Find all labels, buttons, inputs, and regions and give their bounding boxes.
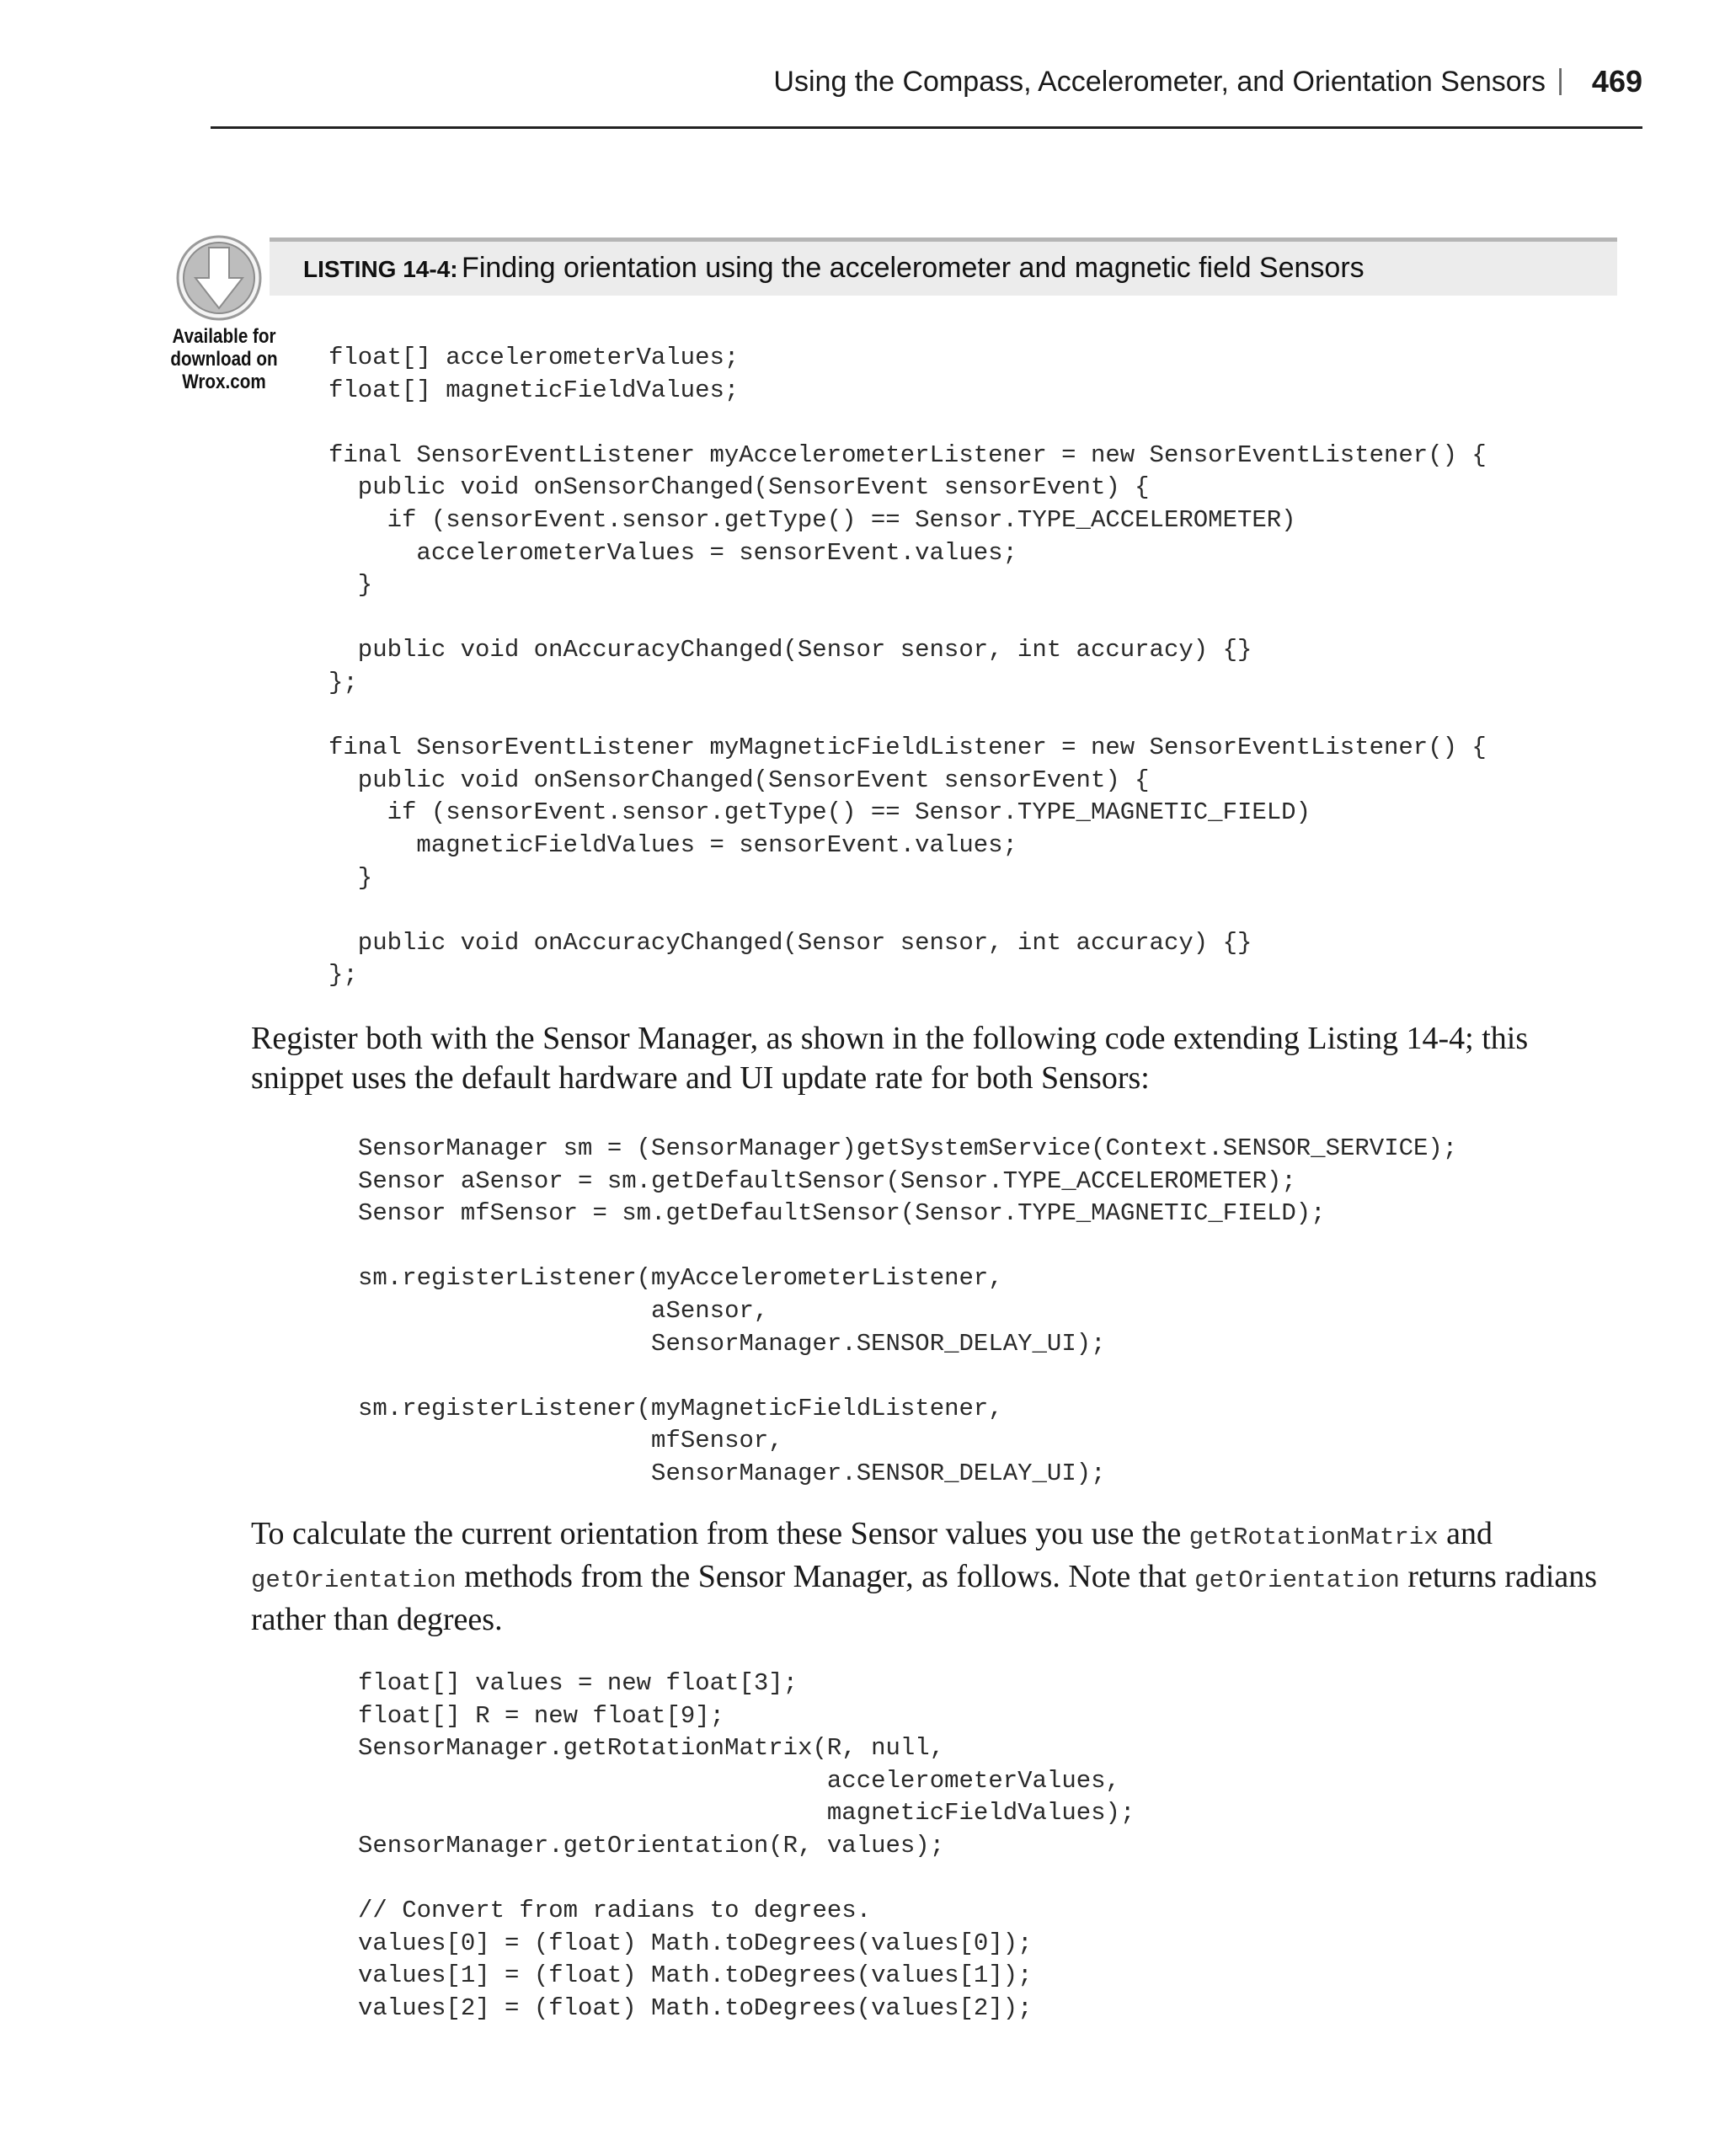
page-number: 469 bbox=[1591, 64, 1642, 99]
orientation-code-block: float[] values = new float[3]; float[] R = new float[9]; SensorManager.getRotationMatrix(R, null, accelerometerValues, magneticFieldValues); SensorManager.getOrientation(R, values); // Convert from radians to degrees. values[0] = (float) Math.toDegrees(values[0]); values[1] = (float) Math.toDegrees(values[1]); values[2] = (float) Math.toDegrees(values[2]); bbox=[358, 1669, 1135, 2022]
register-code-block: SensorManager sm = (SensorManager)getSystemService(Context.SENSOR_SERVICE); Sensor aSensor = sm.getDefaultSensor(Sensor.TYPE_ACCELEROMETER); Sensor mfSensor = sm.getDefaultSensor(Sensor.TYPE_MAGNETIC_FIELD); sm.registerListener(myAccelerometerListener, aSensor, SensorManager.SENSOR_DELAY_UI); sm.registerListener(myMagneticFieldListener, mfSensor, SensorManager.SENSOR_DELAY_UI); bbox=[358, 1134, 1458, 1487]
paragraph-text: and bbox=[1438, 1516, 1493, 1551]
paragraph-register: Register both with the Sensor Manager, as shown in the following code extending Listing 14-4; this snippet uses the default hardware and UI update rate for both Sensors: bbox=[251, 1021, 1529, 1096]
inline-code: getOrientation bbox=[1194, 1566, 1400, 1594]
listing-heading bbox=[303, 252, 1365, 285]
download-arrow-icon bbox=[175, 234, 263, 322]
running-header-title: Using the Compass, Accelerometer, and Orientation Sensors bbox=[773, 66, 1546, 98]
download-caption-text: Available for download on Wrox.com bbox=[170, 325, 278, 393]
running-header bbox=[211, 59, 1642, 129]
paragraph-text: To calculate the current orientation from these Sensor values you use the bbox=[251, 1516, 1189, 1551]
inline-code: getOrientation bbox=[251, 1566, 457, 1594]
listing-title: Finding orientation using the accelerometer and magnetic field Sensors bbox=[462, 252, 1365, 284]
listing-title-bar bbox=[270, 237, 1617, 296]
paragraph-text: methods from the Sensor Manager, as follows. Note that bbox=[456, 1559, 1195, 1594]
inline-code: getRotationMatrix bbox=[1188, 1524, 1439, 1551]
listing-label: LISTING 14-4: bbox=[303, 256, 458, 282]
paragraph-orientation bbox=[251, 1514, 1599, 1640]
download-caption bbox=[166, 325, 282, 393]
paragraph-text: returns radians rather than degrees. bbox=[251, 1559, 1598, 1637]
listing-code-block: float[] accelerometerValues; float[] magneticFieldValues; final SensorEventListener myAccelerometerListener = new SensorEventListener() { public void onSensorChanged(SensorEvent sensorEvent) { if (sensorEvent.sensor.getType() == Sensor.TYPE_ACCELEROMETER) accelerometerValues = sensorEvent.values; } public void onAccuracyChanged(Sensor sensor, int accuracy) {} }; final SensorEventListener myMagneticFieldListener = new SensorEventListener() { public void onSensorChanged(SensorEvent sensorEvent) { if (sensorEvent.sensor.getType() == Sensor.TYPE_MAGNETIC_FIELD) magneticFieldValues = sensorEvent.values; } public void onAccuracyChanged(Sensor sensor, int accuracy) {} }; bbox=[328, 344, 1487, 990]
header-separator: | bbox=[1557, 64, 1564, 96]
